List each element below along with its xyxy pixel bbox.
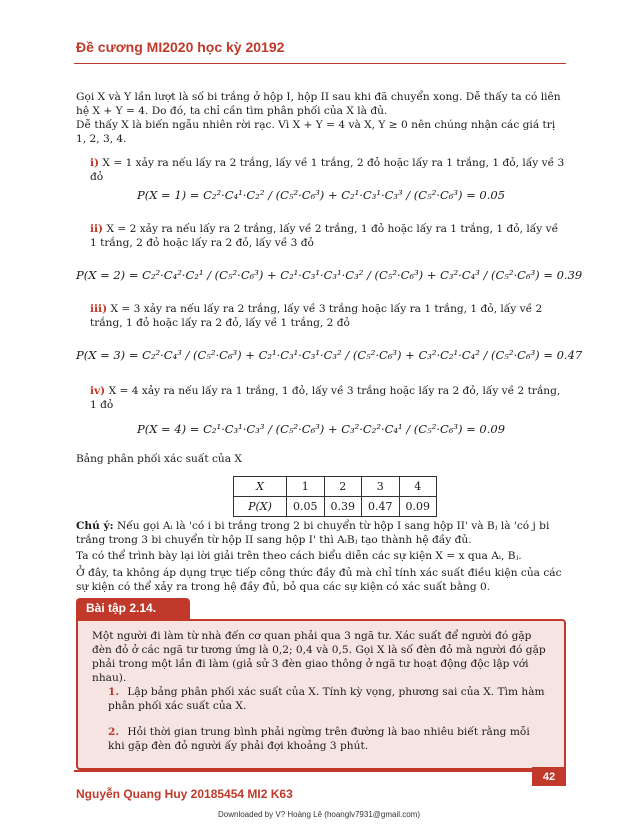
header-rule [74, 63, 566, 64]
table-cell: 0.39 [324, 497, 362, 517]
exercise-body [76, 619, 566, 770]
table-row-p [234, 497, 437, 517]
case-1-text [76, 156, 566, 184]
table-row-x [234, 477, 437, 497]
table-cell: 0.05 [287, 497, 325, 517]
exercise-box [76, 598, 566, 768]
exercise-item-1 [108, 685, 548, 713]
case-2-formula: P(X = 2) = C₂²·C₄²·C₂¹ / (C₅²·C₆³) + C₂¹·C₃¹·C₃¹·C₃² / (C₅²·C₆³) + C₃²·C₄³ / (C₅²·C₆³) = 0.39 [76, 268, 583, 282]
footer-rule [74, 770, 566, 772]
case-1-description: X = 1 xảy ra nếu lấy ra 2 trắng, lấy về 1 trắng, 2 đỏ hoặc lấy ra 1 trắng, 1 đỏ, lấy về 3 đỏ [90, 157, 565, 183]
case-2-description: X = 2 xảy ra nếu lấy ra 2 trắng, lấy về 2 trắng, 1 đỏ hoặc lấy ra 1 trắng, 1 đỏ, lấy về 1 trắng, 2 đỏ hoặc lấy ra 2 đỏ, lấy về 3 đỏ [90, 223, 559, 249]
case-4-text [76, 384, 566, 412]
case-3-label: iii) [90, 303, 108, 315]
intro-paragraph-1: Gọi X và Y lần lượt là số bi trắng ở hộp I, hộp II sau khi đã chuyển xong. Dễ thấy ta có liên hệ X + Y = 4. Do đó, ta chỉ cần tìm phân phối của X là đủ. [76, 91, 561, 117]
table-cell: 1 [287, 477, 325, 497]
case-1-formula: P(X = 1) = C₂²·C₄¹·C₂² / (C₅²·C₆³) + C₂¹·C₃¹·C₃³ / (C₅²·C₆³) = 0.05 [136, 188, 506, 202]
exercise-item-text: Hỏi thời gian trung bình phải ngừng trên đường là bao nhiêu biết rằng mỗi khi gặp đèn đỏ người ấy phải đợi khoảng 3 phút. [108, 726, 530, 752]
table-cell: 0.09 [399, 497, 437, 517]
table-cell: 0.47 [362, 497, 400, 517]
distribution-table [233, 476, 437, 517]
table-cell: P(X) [234, 497, 287, 517]
case-3-formula: P(X = 3) = C₂²·C₄³ / (C₅²·C₆³) + C₂¹·C₃¹·C₃¹·C₃² / (C₅²·C₆³) + C₃²·C₂¹·C₄² / (C₅²·C₆³) = 0.47 [76, 348, 583, 362]
exercise-statement: Một người đi làm từ nhà đến cơ quan phải qua 3 ngã tư. Xác suất để người đó gặp đèn đỏ ở các ngã tư tương ứng là 0,2; 0,4 và 0,5. Gọi X là số đèn đỏ mà người đó gặp phải trong một lần đi làm (giả sử 3 đèn giao thông ở ngã tư hoạt động độc lập với nhau). [92, 630, 546, 684]
document-header-title: Đề cương MI2020 học kỳ 20192 [76, 39, 285, 55]
case-2-text [76, 222, 566, 250]
case-2-label: ii) [90, 223, 104, 235]
footer-author: Nguyễn Quang Huy 20185454 MI2 K63 [76, 787, 293, 801]
download-notice: Downloaded by V? Hoàng Lê (hoanglv7931@gmail.com) [217, 810, 421, 819]
table-cell: 3 [362, 477, 400, 497]
case-4-label: iv) [90, 385, 106, 397]
case-4-formula: P(X = 4) = C₂¹·C₃¹·C₃³ / (C₅²·C₆³) + C₃²·C₂²·C₄¹ / (C₅²·C₆³) = 0.09 [136, 422, 506, 436]
case-1-label: i) [90, 157, 100, 169]
note-line-3: Ở đây, ta không áp dụng trực tiếp công thức đầy đủ mà chỉ tính xác suất điều kiện của các sự kiện có thể xảy ra trong hệ đầy đủ, bỏ qua các sự kiện có xác suất bằng 0. [76, 567, 562, 593]
note-label: Chú ý: [76, 520, 114, 532]
note-text: Nếu gọi Aᵢ là 'có i bi trắng trong 2 bi chuyển từ hộp I sang hộp II' và Bⱼ là 'có j bi trắng trong 3 bi chuyển từ hộp II sang hộp I' thì AᵢBⱼ tạo thành hệ đầy đủ. [76, 520, 550, 546]
exercise-item-2 [108, 725, 548, 753]
case-3-description: X = 3 xảy ra nếu lấy ra 2 trắng, lấy về 3 trắng hoặc lấy ra 1 trắng, 1 đỏ, lấy về 2 trắng, 1 đỏ hoặc lấy ra 2 đỏ, lấy về 1 trắng, 2 đỏ [90, 303, 543, 329]
note-paragraph [76, 519, 566, 547]
table-cell: X [234, 477, 287, 497]
exercise-title: Bài tập 2.14. [76, 598, 190, 619]
intro-paragraph-2: Dễ thấy X là biến ngẫu nhiên rời rạc. Vì X + Y = 4 và X, Y ≥ 0 nên chúng nhận các giá trị 1, 2, 3, 4. [76, 119, 556, 145]
exercise-item-text: Lập bảng phân phối xác suất của X. Tính kỳ vọng, phương sai của X. Tìm hàm phân phối xác suất của X. [108, 686, 545, 712]
table-cell: 2 [324, 477, 362, 497]
case-3-text [76, 302, 566, 330]
page-number: 42 [532, 767, 566, 786]
table-cell: 4 [399, 477, 437, 497]
note-line-2: Ta có thể trình bày lại lời giải trên theo cách biểu diễn các sự kiện X = x qua Aᵢ, Bⱼ. [76, 550, 522, 562]
case-4-description: X = 4 xảy ra nếu lấy ra 1 trắng, 1 đỏ, lấy về 3 trắng hoặc lấy ra 2 đỏ, lấy về 2 trắng, 1 đỏ [90, 385, 561, 411]
exercise-item-number: 1. [108, 686, 120, 698]
exercise-item-number: 2. [108, 726, 120, 738]
table-caption: Bảng phân phối xác suất của X [76, 453, 242, 465]
